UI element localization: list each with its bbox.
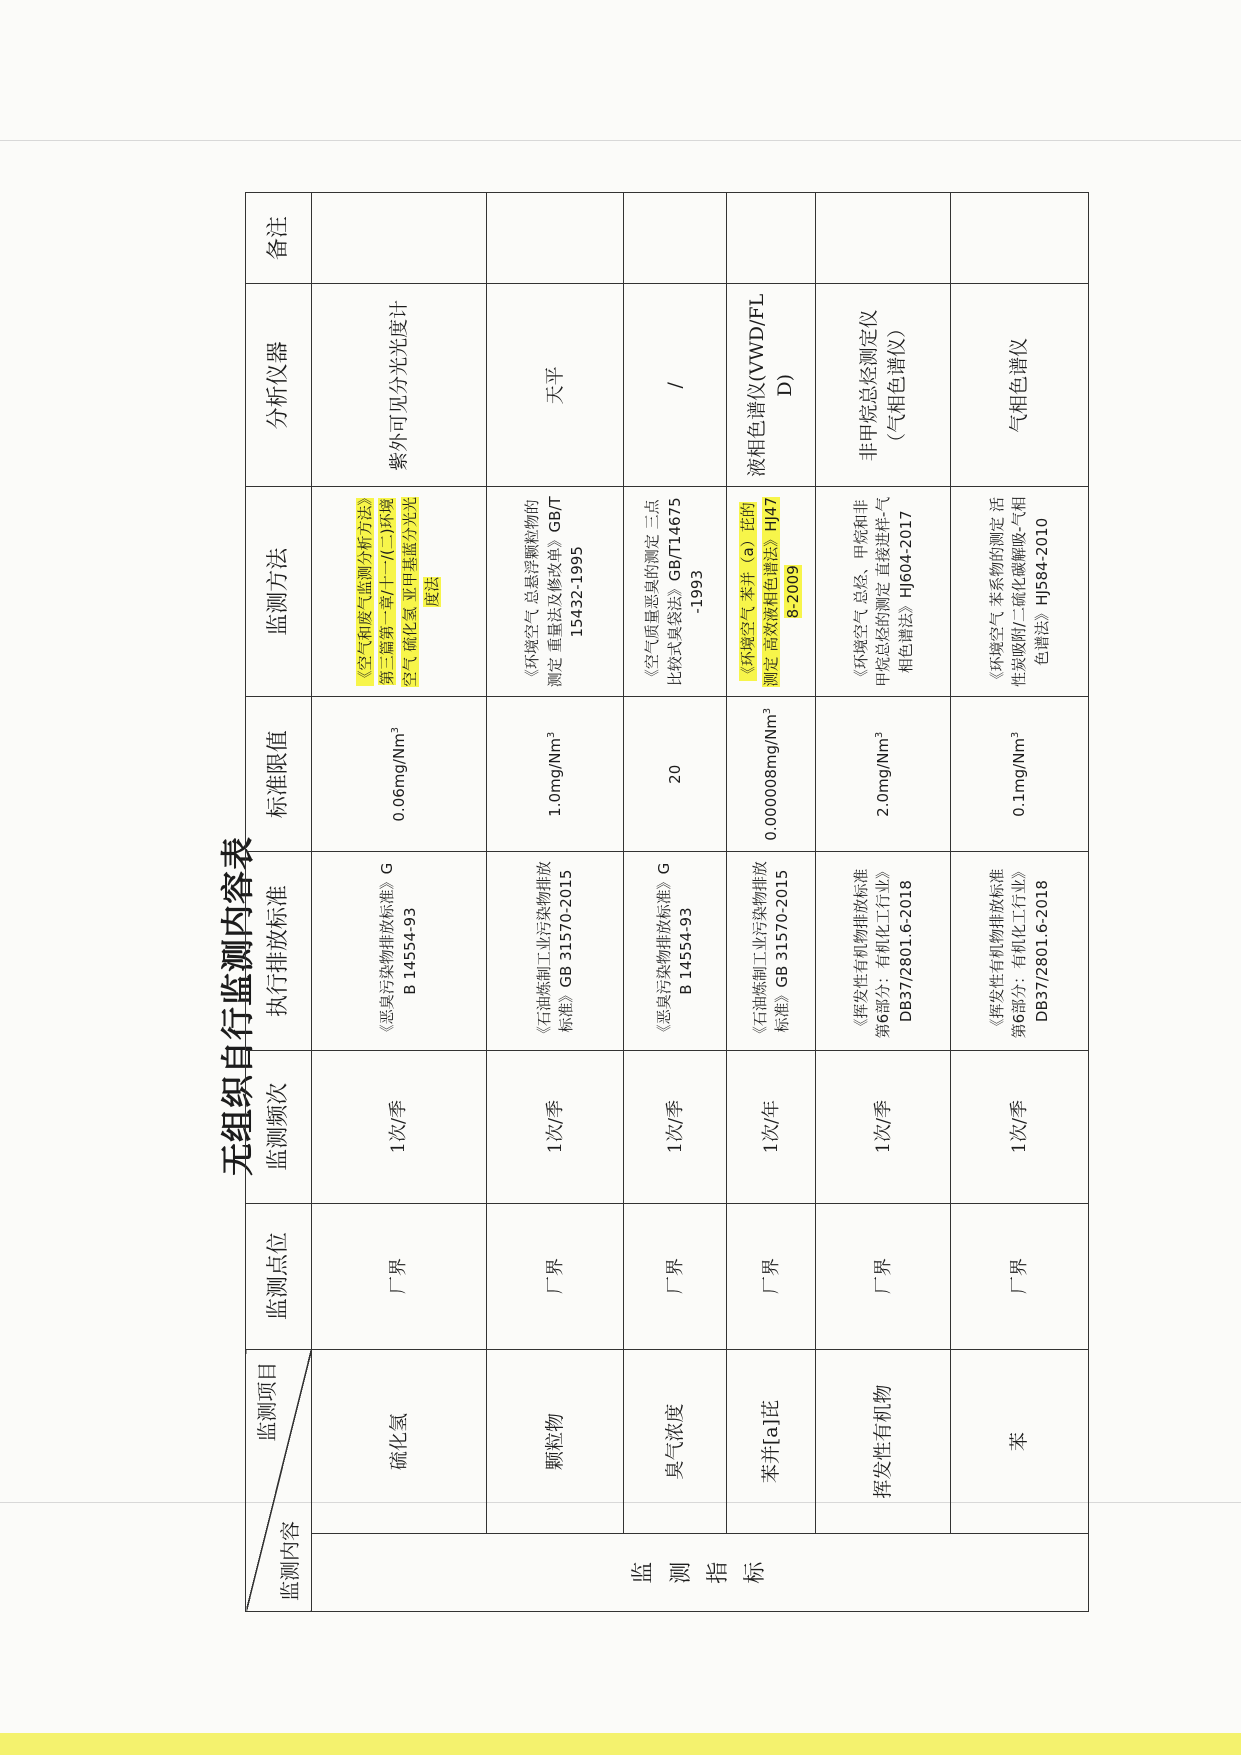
header-diagonal-cell [246, 1349, 312, 1611]
monitoring-method: 《环境空气 总烃、甲烷和非甲烷总烃的测定 直接进样-气相色谱法》HJ604-2017 [851, 496, 915, 687]
group-label: 监测指标 [631, 1561, 769, 1584]
frequency: 1次/年 [760, 1099, 782, 1154]
scan-edge-line [0, 140, 1241, 141]
analysis-instrument: 气相色谱仪 [1008, 337, 1031, 433]
item-name: 臭气浓度 [663, 1403, 686, 1480]
item-name: 颗粒物 [543, 1413, 566, 1471]
limit-superscript: 3 [545, 731, 557, 738]
table-row [312, 193, 487, 1612]
header-monitoring-content: 监测内容 [278, 1521, 302, 1601]
analysis-instrument: 非甲烷总烃测定仪（气相色谱仪） [857, 309, 909, 462]
monitoring-method: 《环境空气 苯系物的测定 活性炭吸附/二硫化碳解吸-气相色谱法》HJ584-2010 [987, 496, 1051, 688]
table-row [816, 193, 951, 1612]
header-location: 监测点位 [246, 1203, 312, 1349]
item-name: 苯并[a]芘 [759, 1399, 782, 1484]
location: 厂界 [544, 1258, 566, 1295]
location: 厂界 [388, 1258, 410, 1295]
page-title: 无组织自行监测内容表 [218, 836, 257, 1176]
limit-value: 2.0mg/Nm [874, 737, 893, 817]
table-row [624, 193, 727, 1612]
location: 厂界 [760, 1258, 782, 1295]
table-body [312, 193, 1089, 1612]
monitoring-method: 《空气质量恶臭的测定 三点比较式臭袋法》GB/T14675-1993 [643, 497, 707, 687]
header-row [246, 193, 312, 1612]
header-monitoring-item: 监测项目 [255, 1361, 279, 1442]
limit-value: 0.06mg/Nm [389, 733, 408, 822]
monitoring-method: 《空气和废气监测分析方法》第三篇第一章/十一/(二)环境空气 硫化氢 亚甲基蓝分光光度法 [355, 497, 442, 687]
frequency: 1次/季 [664, 1099, 686, 1154]
analysis-instrument: 液相色谱仪(VWD/FLD) [745, 293, 797, 477]
location: 厂界 [664, 1258, 686, 1295]
header-frequency: 监测频次 [246, 1050, 312, 1203]
limit-value: 20 [665, 764, 684, 784]
analysis-instrument: 紫外可见分光光度计 [387, 299, 410, 471]
table-row [727, 193, 816, 1612]
emission-standard: 《石油炼制工业污染物排放标准》GB 31570-2015 [750, 861, 792, 1042]
header-limit: 标准限值 [246, 697, 312, 852]
emission-standard: 《恶臭污染物排放标准》GB 14554-93 [654, 862, 696, 1040]
frequency: 1次/季 [872, 1099, 894, 1154]
frequency: 1次/季 [544, 1099, 566, 1154]
emission-standard: 《恶臭污染物排放标准》GB 14554-93 [378, 862, 419, 1040]
location: 厂界 [872, 1258, 894, 1295]
emission-standard: 《挥发性有机物排放标准 第6部分：有机化工行业》DB37/2801.6-2018 [987, 863, 1051, 1039]
header-instrument: 分析仪器 [246, 284, 312, 487]
emission-standard: 《石油炼制工业污染物排放标准》GB 31570-2015 [534, 861, 576, 1042]
limit-superscript: 3 [761, 707, 773, 715]
limit-superscript: 3 [874, 731, 886, 738]
limit-superscript: 3 [1010, 731, 1022, 738]
limit-value: 0.000008mg/Nm [761, 714, 780, 841]
limit-superscript: 3 [389, 726, 401, 734]
header-standard: 执行排放标准 [246, 852, 312, 1050]
group-label-cell [312, 1534, 1089, 1612]
item-name: 苯 [1008, 1432, 1031, 1452]
frequency: 1次/季 [388, 1099, 410, 1154]
monitoring-method: 《环境空气 苯并（a）芘的测定 高效液相色谱法》HJ478-2009 [739, 497, 803, 687]
emission-standard: 《挥发性有机物排放标准 第6部分：有机化工行业》DB37/2801.6-2018 [851, 863, 915, 1039]
scan-highlight-band [0, 1733, 1241, 1755]
item-name: 挥发性有机物 [872, 1384, 895, 1499]
frequency: 1次/季 [1009, 1099, 1031, 1154]
analysis-instrument: 天平 [543, 366, 566, 405]
header-remark: 备注 [246, 193, 312, 284]
location: 厂界 [1009, 1258, 1031, 1295]
header-method: 监测方法 [246, 487, 312, 697]
limit-value: 1.0mg/Nm [545, 737, 564, 817]
table-row [486, 193, 624, 1612]
rotated-table-wrapper [245, 192, 1089, 1612]
limit-value: 0.1mg/Nm [1010, 737, 1029, 817]
monitoring-method: 《环境空气 总悬浮颗粒物的测定 重量法及修改单》GB/T15432-1995 [523, 496, 587, 688]
analysis-instrument: / [663, 382, 686, 389]
table-row [951, 193, 1089, 1612]
monitoring-table [245, 192, 1089, 1612]
item-name: 硫化氢 [387, 1413, 410, 1471]
